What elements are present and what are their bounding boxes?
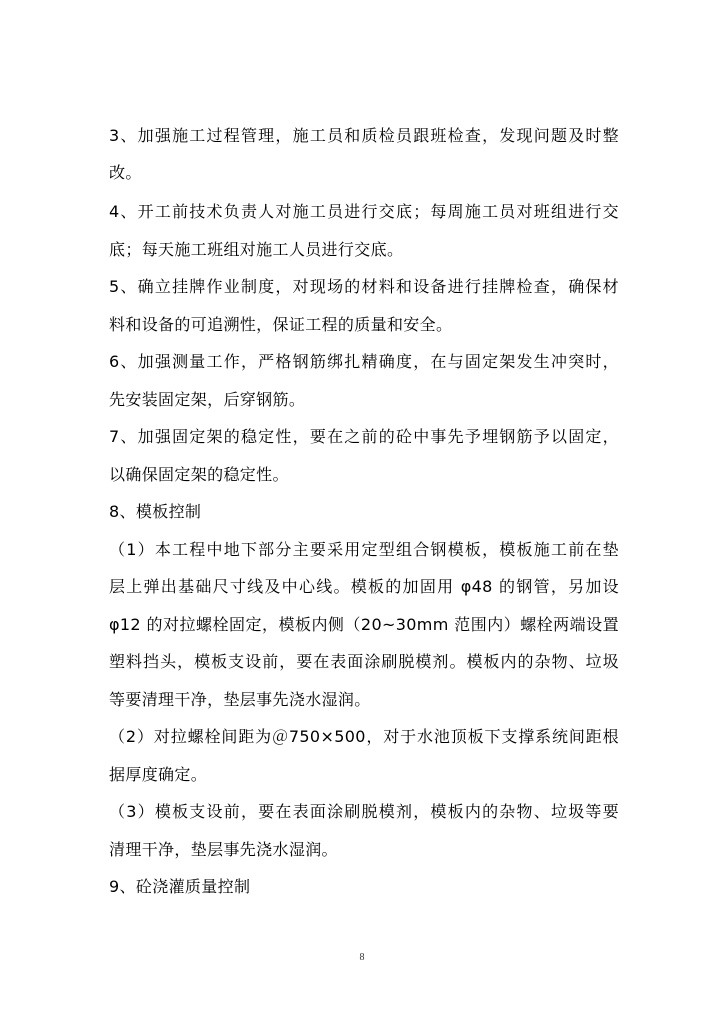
section-heading-item-8: 8、模板控制	[109, 502, 202, 521]
paragraph-line-item-3: 3、加强施工过程管理，施工员和质检员跟班检查，发现问题及时整	[109, 126, 619, 145]
paragraph-line-8-1-cont-1: 层上弹出基础尺寸线及中心线。模板的加固用 φ48 的钢管，另加设	[109, 577, 619, 596]
section-heading-item-9: 9、砼浇灌质量控制	[109, 877, 251, 896]
paragraph-line-item-7: 7、加强固定架的稳定性，要在之前的砼中事先予埋钢筋予以固定，	[109, 427, 619, 446]
paragraph-line-8-3-cont: 清理干净，垫层事先浇水湿润。	[109, 840, 338, 859]
paragraph-line-8-2-cont: 据厚度确定。	[109, 765, 208, 784]
paragraph-line-8-1-cont-4: 等要清理干净，垫层事先浇水湿润。	[109, 690, 371, 709]
paragraph-line-item-6: 6、加强测量工作，严格钢筋绑扎精确度，在与固定架发生冲突时，	[109, 352, 619, 371]
paragraph-line-item-4: 4、开工前技术负责人对施工员进行交底；每周施工员对班组进行交	[109, 202, 619, 221]
paragraph-line-8-2: （2）对拉螺栓间距为＠750×500，对于水池顶板下支撑系统间距根	[109, 727, 619, 746]
paragraph-line-item-3-cont: 改。	[109, 163, 142, 182]
paragraph-line-8-3: （3）模板支设前，要在表面涂刷脱模剂，模板内的杂物、垃圾等要	[109, 802, 619, 821]
paragraph-line-item-4-cont: 底；每天施工班组对施工人员进行交底。	[109, 240, 404, 259]
paragraph-line-item-5: 5、确立挂牌作业制度，对现场的材料和设备进行挂牌检查，确保材	[109, 277, 619, 296]
paragraph-line-item-5-cont: 料和设备的可追溯性，保证工程的质量和安全。	[109, 315, 453, 334]
paragraph-line-8-1-cont-2: φ12 的对拉螺栓固定，模板内侧（20~30mm 范围内）螺栓两端设置	[109, 615, 619, 634]
paragraph-line-8-1-cont-3: 塑料挡头，模板支设前，要在表面涂刷脱模剂。模板内的杂物、垃圾	[109, 652, 619, 671]
page-number: 8	[359, 952, 365, 963]
paragraph-line-item-6-cont: 先安装固定架，后穿钢筋。	[109, 390, 306, 409]
paragraph-line-item-7-cont: 以确保固定架的稳定性。	[109, 465, 289, 484]
paragraph-line-8-1: （1）本工程中地下部分主要采用定型组合钢模板，模板施工前在垫	[109, 540, 619, 559]
